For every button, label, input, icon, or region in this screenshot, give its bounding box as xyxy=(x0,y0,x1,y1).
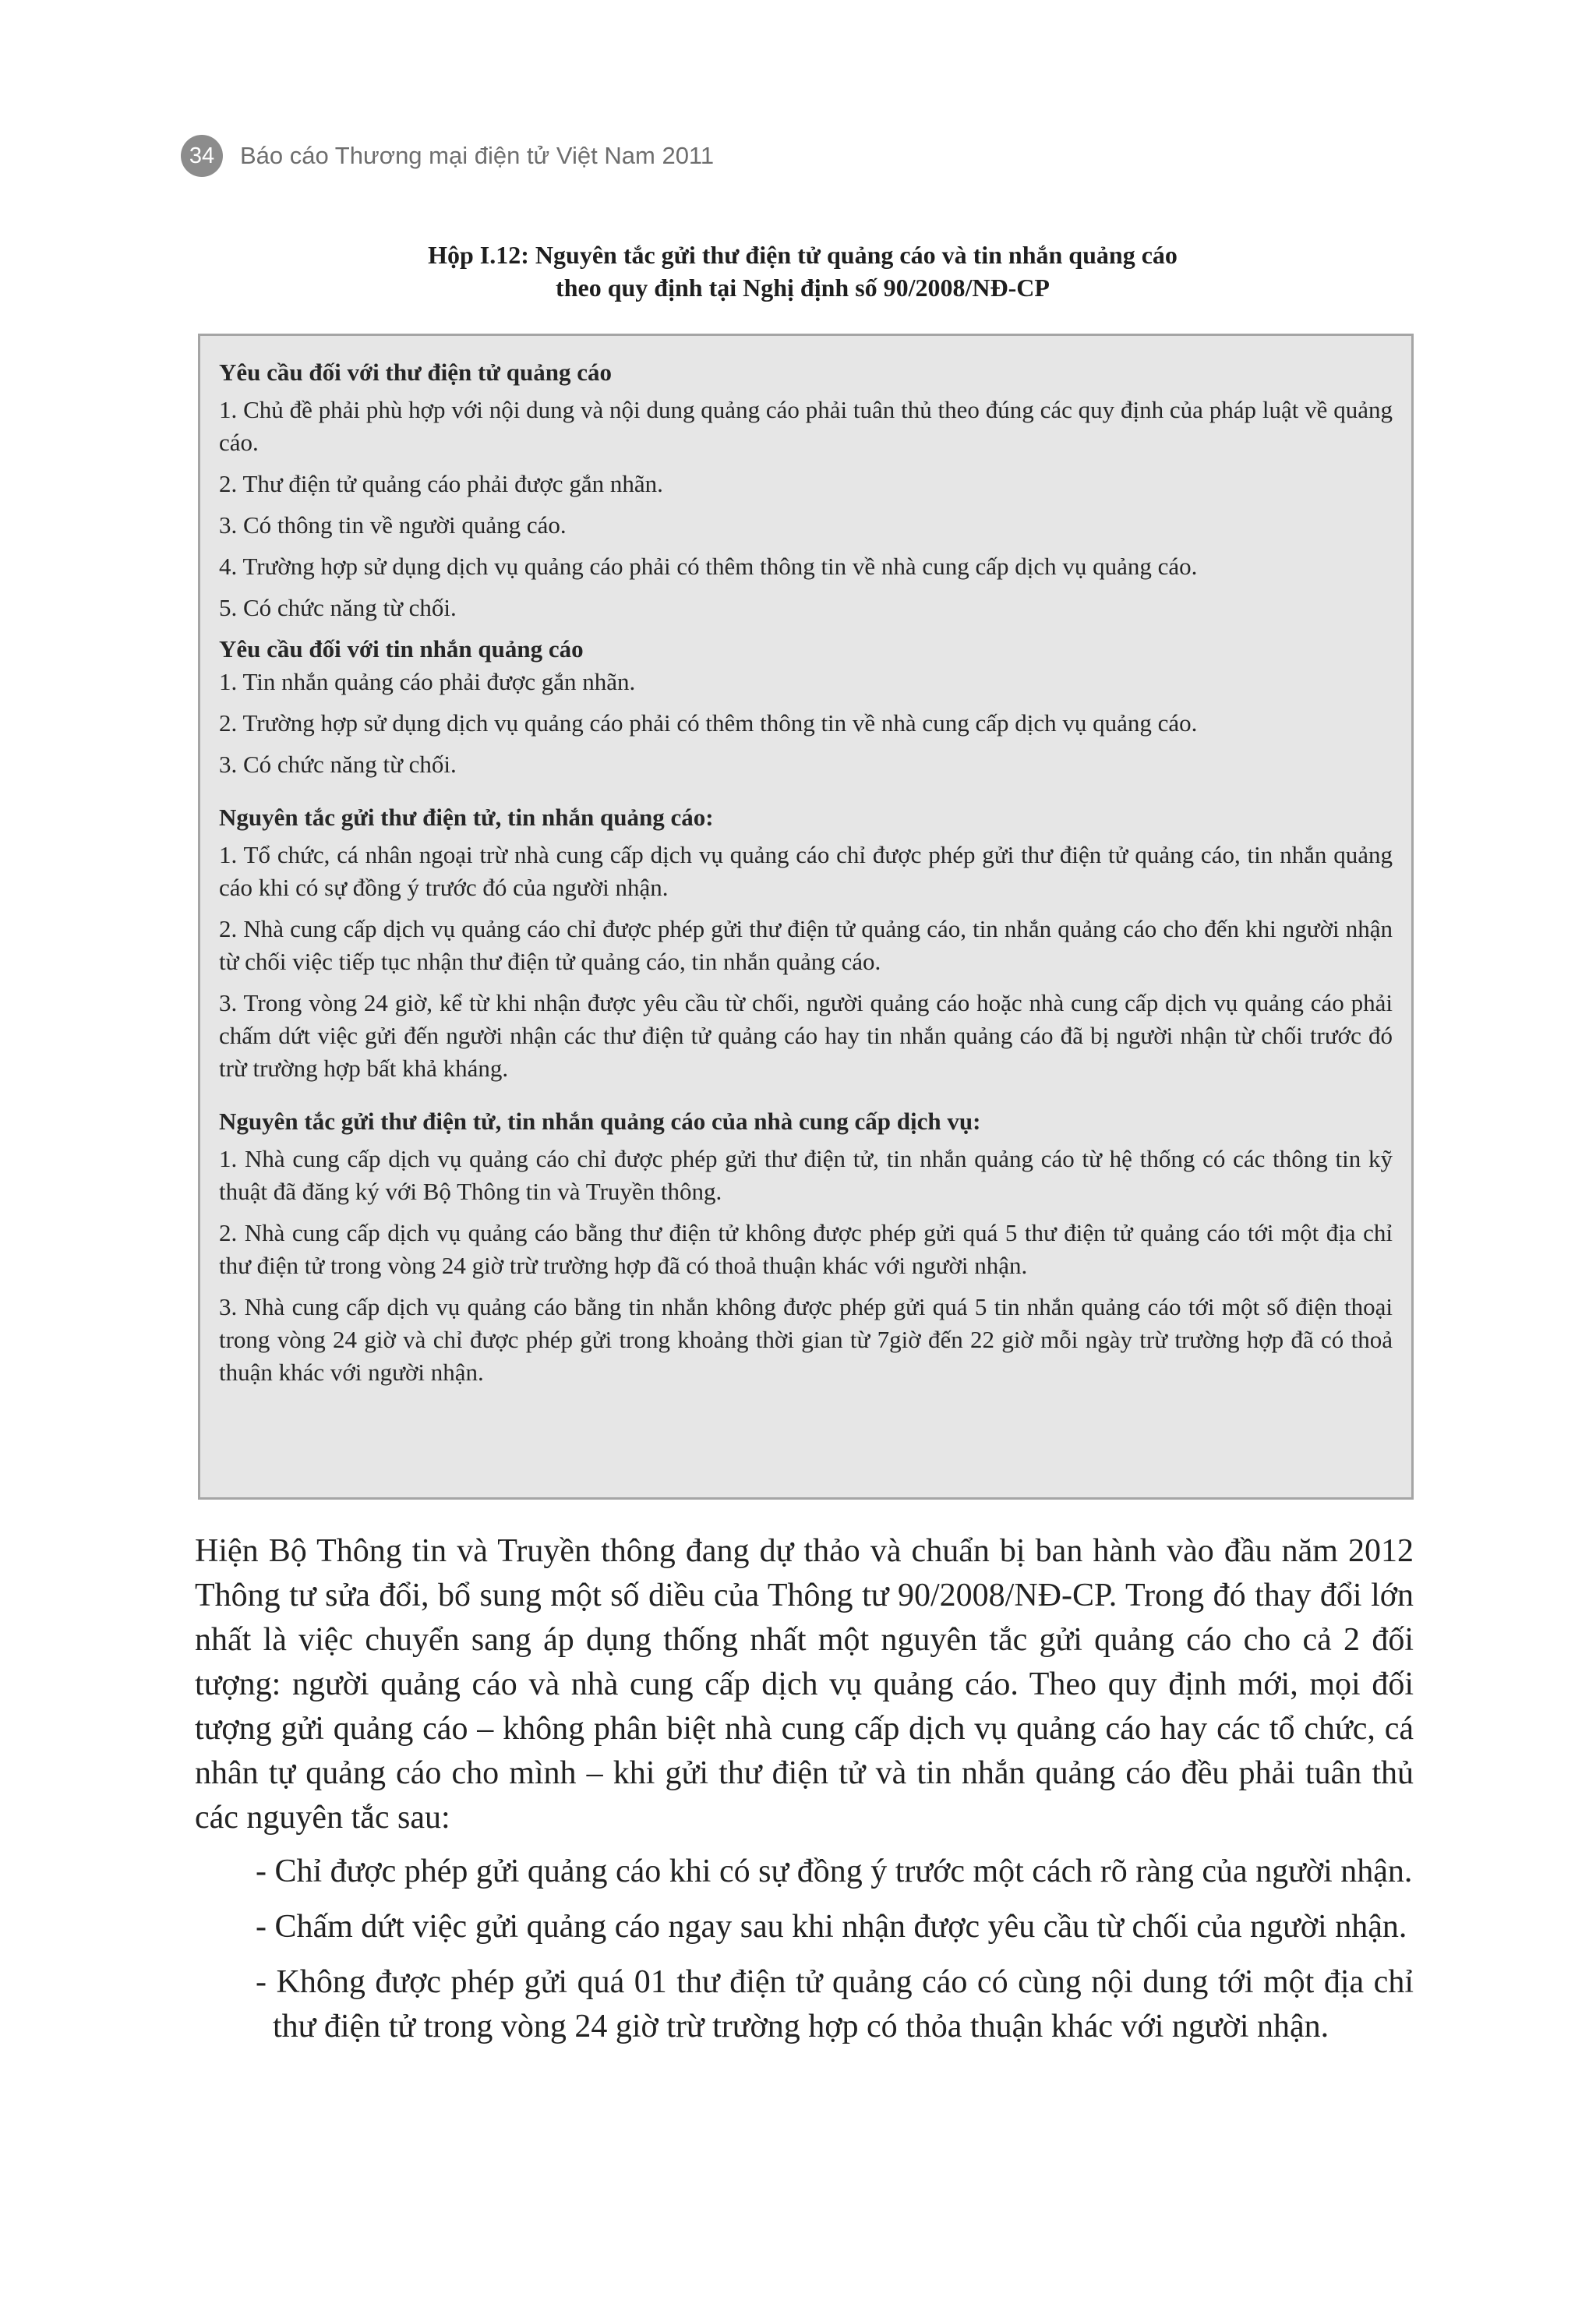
list-item: 2. Thư điện tử quảng cáo phải được gắn nhãn. xyxy=(219,470,663,497)
body-paragraph: Hiện Bộ Thông tin và Truyền thông đang dự thảo và chuẩn bị ban hành vào đầu năm 2012 Thông tư sửa đổi, bổ sung một số diều của Thông tư 90/2008/NĐ-CP. Trong đó thay đổi lớn nhất là việc chuyển sang áp dụng thống nhất một nguyên tắc gửi quảng cáo cho cả 2 đối tượng: người quảng cáo và nhà cung cấp dịch vụ quảng cáo. Theo quy định mới, mọi đối tượng gửi quảng cáo – không phân biệt nhà cung cấp dịch vụ quảng cáo hay các tổ chức, cá nhân tự quảng cáo cho mình – khi gửi thư điện tử và tin nhắn quảng cáo đều phải tuân thủ các nguyên tắc sau: xyxy=(195,1533,1414,1836)
list-item: 4. Trường hợp sử dụng dịch vụ quảng cáo phải có thêm thông tin về nhà cung cấp dịch vụ quảng cáo. xyxy=(219,553,1198,580)
running-title: Báo cáo Thương mại điện tử Việt Nam 2011 xyxy=(240,142,715,169)
box-title-line-1: Hộp I.12: Nguyên tắc gửi thư điện tử quảng cáo và tin nhắn quảng cáo xyxy=(428,241,1178,269)
list-item: 2. Nhà cung cấp dịch vụ quảng cáo bằng thư điện tử không được phép gửi quá 5 thư điện tử quảng cáo tới một địa chỉ thư điện tử trong vòng 24 giờ trừ trường hợp đã có thoả thuận khác với người nhận. xyxy=(219,1219,1393,1279)
list-item: 1. Tin nhắn quảng cáo phải được gắn nhãn. xyxy=(219,668,636,695)
bullet-list xyxy=(195,1850,1414,2049)
list-item: 3. Trong vòng 24 giờ, kể từ khi nhận được yêu cầu từ chối, người quảng cáo hoặc nhà cung cấp dịch vụ quảng cáo phải chấm dứt việc gửi đến người nhận các thư điện tử quảng cáo hay tin nhắn quảng cáo đã bị người nhận từ chối trước đó trừ trường hợp bất khả kháng. xyxy=(219,989,1393,1082)
box-section-email-requirements xyxy=(219,356,1393,624)
bullet-item: - Không được phép gửi quá 01 thư điện tử quảng cáo có cùng nội dung tới một địa chỉ thư điện tử trong vòng 24 giờ trừ trường hợp có thỏa thuận khác với người nhận. xyxy=(256,1964,1414,2044)
list-item: 2. Trường hợp sử dụng dịch vụ quảng cáo phải có thêm thông tin về nhà cung cấp dịch vụ quảng cáo. xyxy=(219,709,1198,737)
box-section-provider-principles xyxy=(219,1105,1393,1389)
section-heading: Yêu cầu đối với thư điện tử quảng cáo xyxy=(219,359,612,386)
section-heading: Yêu cầu đối với tin nhắn quảng cáo xyxy=(219,635,584,663)
box-title-line-2: theo quy định tại Nghị định số 90/2008/NĐ-CP xyxy=(556,274,1050,302)
list-item: 1. Chủ đề phải phù hợp với nội dung và nội dung quảng cáo phải tuân thủ theo đúng các quy định của pháp luật về quảng cáo. xyxy=(219,396,1393,456)
list-item: 1. Tổ chức, cá nhân ngoại trừ nhà cung cấp dịch vụ quảng cáo chỉ được phép gửi thư điện tử quảng cáo, tin nhắn quảng cáo khi có sự đồng ý trước đó của người nhận. xyxy=(219,841,1393,901)
box-title xyxy=(195,239,1411,304)
list-item: 5. Có chức năng từ chối. xyxy=(219,594,457,621)
list-item: 3. Nhà cung cấp dịch vụ quảng cáo bằng tin nhắn không được phép gửi quá 5 tin nhắn quảng cáo tới một số điện thoại trong vòng 24 giờ và chỉ được phép gửi trong khoảng thời gian từ 7giờ đến 22 giờ mỗi ngày trừ trường hợp đã có thoả thuận khác với người nhận. xyxy=(219,1293,1393,1386)
page-header xyxy=(181,134,714,178)
list-item: 3. Có thông tin về người quảng cáo. xyxy=(219,511,567,539)
page-number-badge: 34 xyxy=(181,135,223,177)
list-item: 2. Nhà cung cấp dịch vụ quảng cáo chỉ được phép gửi thư điện tử quảng cáo, tin nhắn quảng cáo cho đến khi người nhận từ chối việc tiếp tục nhận thư điện tử quảng cáo, tin nhắn quảng cáo. xyxy=(219,915,1393,975)
info-box xyxy=(198,334,1414,1500)
list-item: 1. Nhà cung cấp dịch vụ quảng cáo chỉ được phép gửi thư điện tử, tin nhắn quảng cáo từ hệ thống có các thông tin kỹ thuật đã đăng ký với Bộ Thông tin và Truyền thông. xyxy=(219,1145,1393,1205)
body-text xyxy=(195,1529,1414,2060)
bullet-item: - Chỉ được phép gửi quảng cáo khi có sự đồng ý trước một cách rõ ràng của người nhận. xyxy=(256,1854,1413,1889)
list-item: 3. Có chức năng từ chối. xyxy=(219,751,457,778)
bullet-item: - Chấm dứt việc gửi quảng cáo ngay sau khi nhận được yêu cầu từ chối của người nhận. xyxy=(256,1909,1407,1945)
section-heading: Nguyên tắc gửi thư điện tử, tin nhắn quảng cáo: xyxy=(219,804,714,831)
box-section-sms-requirements xyxy=(219,633,1393,781)
section-heading: Nguyên tắc gửi thư điện tử, tin nhắn quảng cáo của nhà cung cấp dịch vụ: xyxy=(219,1108,981,1135)
box-section-sending-principles xyxy=(219,801,1393,1085)
